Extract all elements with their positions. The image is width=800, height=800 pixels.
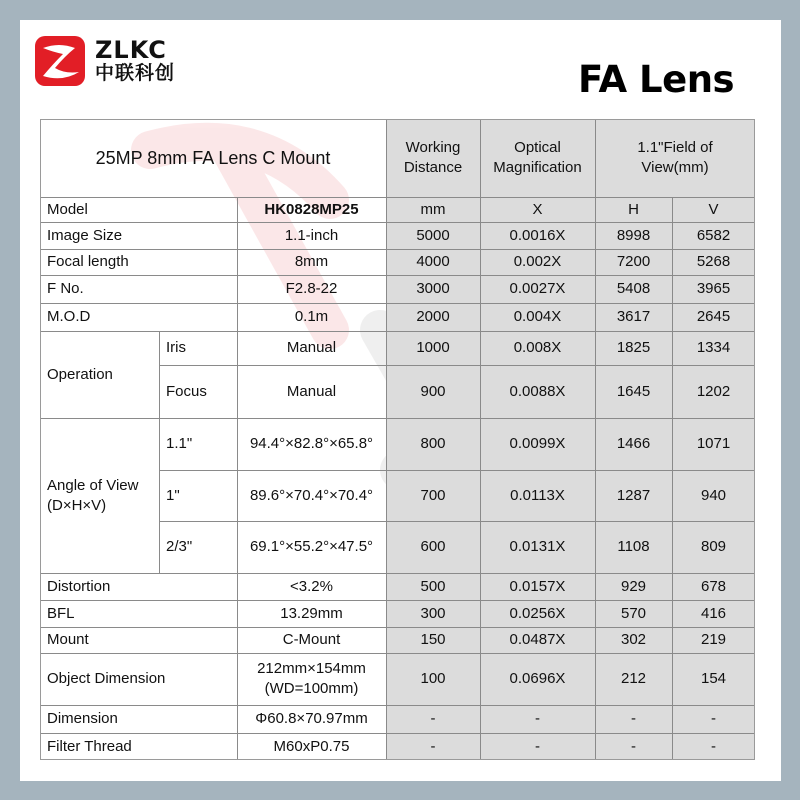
fov-cell-mag: 0.008X [513,339,562,356]
spec-label: F No. [47,280,84,297]
value-text: 212mm×154mm [257,660,366,677]
fov-cell-v: 3965 [696,280,731,297]
spec-label: Filter Thread [47,737,132,755]
fov-cell-wd: 800 [420,435,446,452]
header-text: View(mm) [641,159,709,176]
spec-value: 69.1°×55.2°×47.5° [249,538,374,555]
unit-v: V [708,200,719,218]
fov-cell-h: 212 [620,670,647,687]
fov-cell-v: 678 [700,577,727,595]
spec-sublabel: 2/3" [166,538,193,555]
fov-cell-wd: 5000 [416,226,450,244]
fov-cell-mag: 0.0027X [509,280,566,297]
spec-value: Manual [286,382,337,400]
fov-cell-wd: 900 [420,382,446,400]
spec-value: Manual [286,339,337,356]
fov-cell-mag: 0.002X [513,253,562,270]
fov-cell-wd: - [430,710,436,727]
fov-cell-wd: 3000 [416,280,450,297]
spec-value: 89.6°×70.4°×70.4° [249,486,374,504]
fov-cell-v: 2645 [696,308,731,325]
label-text: Angle of View [47,476,139,494]
fov-cell-wd: 2000 [416,308,450,325]
fov-cell-v: 1071 [696,435,731,452]
spec-label: Model [47,200,88,218]
spec-value: <3.2% [290,577,333,595]
spec-value: 8mm [294,253,329,270]
fov-cell-h: 1287 [616,486,651,504]
fov-cell-v: - [711,710,716,727]
fov-cell-mag: 0.0696X [509,670,566,687]
spec-value: F2.8-22 [285,280,338,297]
spec-sublabel: Focus [166,382,207,400]
fov-cell-v: 1334 [696,339,731,356]
fov-cell-h: 3617 [616,308,651,325]
spec-sublabel: Iris [166,339,186,356]
fov-cell-h: 5408 [616,280,651,297]
spec-value: 13.29mm [280,604,343,622]
fov-cell-h: - [631,737,636,755]
spec-label: Mount [47,631,89,648]
spec-label: BFL [47,604,75,622]
spec-value: Φ60.8×70.97mm [255,710,368,727]
header-text: Optical [514,139,561,156]
fov-cell-h: 1108 [617,538,650,555]
fov-cell-wd: 100 [420,670,446,687]
fov-cell-v: 416 [700,604,727,622]
spec-label-operation: Operation [47,365,113,383]
fov-cell-wd: 4000 [416,253,450,270]
fov-cell-wd: 700 [420,486,446,504]
fov-cell-wd: 300 [420,604,446,622]
fov-cell-h: 302 [620,631,647,648]
fov-cell-v: 1202 [696,382,731,400]
spec-value-model: HK0828MP25 [264,200,359,218]
label-text: (D×H×V) [47,496,107,514]
fov-cell-mag: 0.0487X [509,631,566,648]
fov-cell-mag: 0.0016X [509,226,566,244]
spec-value: 0.1m [294,308,329,325]
fov-cell-wd: 500 [420,577,446,595]
fov-cell-h: 929 [620,577,647,595]
fov-cell-v: 809 [700,538,727,555]
spec-sublabel: 1.1" [166,435,193,452]
spec-value: M60xP0.75 [273,737,350,755]
fov-cell-h: 7200 [616,253,651,270]
value-text: (WD=100mm) [264,680,359,697]
page-title: FA Lens [578,58,735,101]
fov-cell-mag: 0.0256X [509,604,566,622]
brand-name-en: ZLKC [95,36,167,64]
unit-wd: mm [420,200,446,218]
spec-label-angle-of-view [40,418,159,573]
fov-cell-h: 1645 [616,382,651,400]
header-working-distance [386,119,480,197]
spec-value: 1.1-inch [284,226,339,244]
header-text: Distance [403,159,463,176]
fov-cell-v: 5268 [696,253,731,270]
unit-h: H [628,200,639,218]
fov-cell-v: 6582 [696,226,731,244]
fov-cell-mag: 0.0131X [509,538,566,555]
header-text: 1.1"Field of [637,139,713,156]
spec-label: Focal length [47,253,129,270]
fov-cell-v: 219 [700,631,727,648]
fov-cell-mag: - [535,737,540,755]
fov-cell-h: 1825 [616,339,651,356]
spec-value-object-dimension [237,653,386,705]
fov-cell-wd: - [430,737,436,755]
fov-cell-v: 154 [700,670,727,687]
fov-cell-mag: 0.004X [513,308,562,325]
fov-cell-mag: - [535,710,540,727]
fov-cell-h: 1466 [616,435,651,452]
header-field-of-view [595,119,755,197]
header-text: Magnification [493,159,582,176]
brand-name-cn: 中联科创 [95,63,176,84]
fov-cell-v: 940 [700,486,727,504]
spec-sublabel: 1" [166,486,180,504]
spec-label: Dimension [47,710,118,727]
spec-label: Distortion [47,577,111,595]
spec-value: 94.4°×82.8°×65.8° [249,435,374,452]
header-text: Working [405,139,461,156]
unit-mag: X [532,200,543,218]
spec-label: Object Dimension [47,670,166,687]
spec-value: C-Mount [282,631,341,648]
fov-cell-wd: 150 [420,631,446,648]
fov-cell-mag: 0.0088X [509,382,566,400]
fov-cell-mag: 0.0113X [510,486,565,504]
fov-cell-h: 8998 [616,226,651,244]
header-optical-magnification [480,119,595,197]
fov-cell-h: - [631,710,636,727]
spec-label: M.O.D [47,308,91,325]
fov-cell-wd: 600 [420,538,446,555]
fov-cell-mag: 0.0157X [509,577,566,595]
spec-label: Image Size [47,226,123,244]
fov-cell-wd: 1000 [416,339,450,356]
lens-title: 25MP 8mm FA Lens C Mount [95,148,331,168]
fov-cell-mag: 0.0099X [509,435,566,452]
fov-cell-v: - [711,737,716,755]
fov-cell-h: 570 [620,604,647,622]
